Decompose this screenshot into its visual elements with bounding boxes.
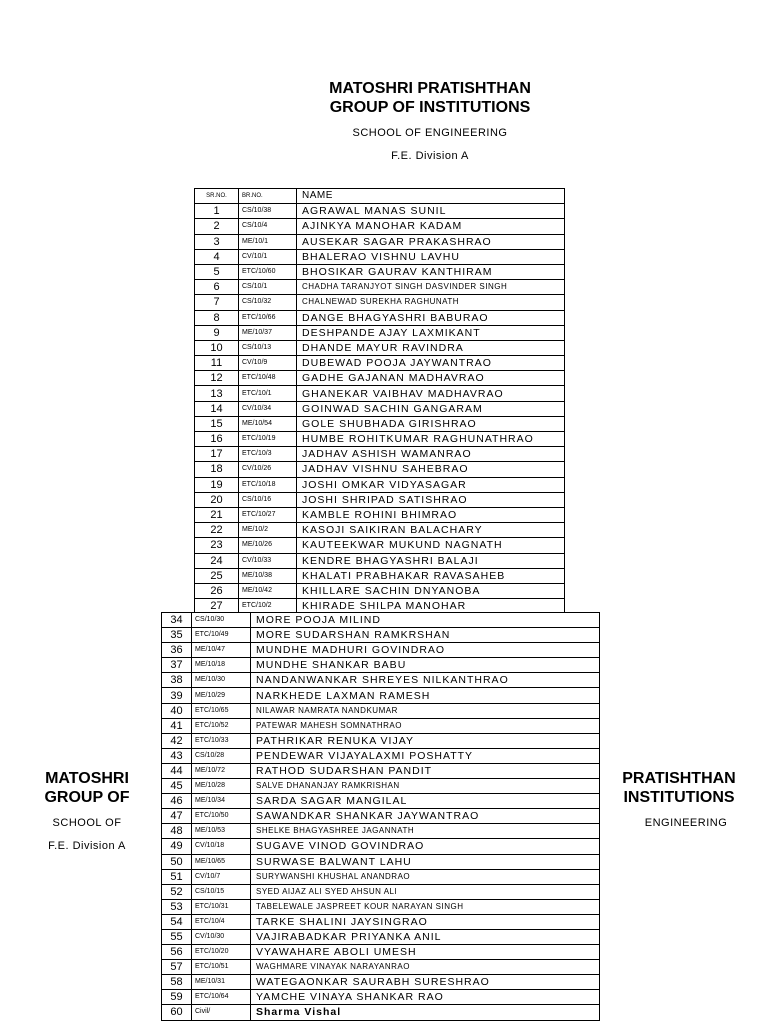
sr-no-cell: 51 [162,869,192,884]
table-row [195,416,565,431]
table-row [195,568,565,583]
sr-no-cell: 43 [162,748,192,763]
branch-no-cell: ETC/10/33 [192,733,251,748]
branch-no-cell: ETC/10/27 [239,507,297,522]
sr-no-cell: 18 [195,462,239,477]
sr-no-cell: 54 [162,914,192,929]
student-table-page2 [161,612,600,1021]
student-name-cell: GOINWAD SACHIN GANGARAM [297,401,565,416]
branch-no-cell: ETC/10/4 [192,914,251,929]
sr-no-cell: 39 [162,688,192,703]
table-row [162,899,600,914]
branch-no-cell: ME/10/47 [192,643,251,658]
branch-no-cell: CS/10/28 [192,748,251,763]
table-row [162,929,600,944]
sr-no-cell: 14 [195,401,239,416]
table-row [162,839,600,854]
branch-no-cell: CV/10/7 [192,869,251,884]
table-row [195,477,565,492]
sr-no-cell: 20 [195,492,239,507]
sr-no-cell: 57 [162,960,192,975]
branch-no-cell: CV/10/30 [192,929,251,944]
table-row [195,371,565,386]
student-name-cell: NANDANWANKAR SHREYES NILKANTHRAO [251,673,600,688]
sr-no-cell: 49 [162,839,192,854]
sr-no-cell: 5 [195,264,239,279]
sr-no-cell: 7 [195,295,239,310]
right-header-fragment-line1: PRATISHTHAN [622,770,736,787]
branch-no-cell: ME/10/65 [192,854,251,869]
left-header-fragment-line1: MATOSHRI [45,770,129,787]
table-row [195,310,565,325]
table-row [195,507,565,522]
branch-no-cell: ETC/10/31 [192,899,251,914]
table-row [162,914,600,929]
student-name-cell: VYAWAHARE ABOLI UMESH [251,945,600,960]
branch-no-cell: ME/10/31 [192,975,251,990]
table-row [162,854,600,869]
student-name-cell: DANGE BHAGYASHRI BABURAO [297,310,565,325]
student-name-cell: Sharma Vishal [251,1005,600,1020]
sr-no-cell: 26 [195,583,239,598]
table-row [162,824,600,839]
sr-no-cell: 12 [195,371,239,386]
table-row [195,386,565,401]
sr-no-cell: 25 [195,568,239,583]
student-name-cell: BHALERAO VISHNU LAVHU [297,249,565,264]
branch-no-cell: ME/10/34 [192,794,251,809]
student-name-cell: NILAWAR NAMRATA NANDKUMAR [251,703,600,718]
student-name-cell: KAUTEEKWAR MUKUND NAGNATH [297,538,565,553]
sr-no-cell: 50 [162,854,192,869]
sr-no-header: SR.NO. [195,189,239,204]
table-row [162,733,600,748]
student-name-cell: BHOSIKAR GAURAV KANTHIRAM [297,264,565,279]
student-name-cell: AJINKYA MANOHAR KADAM [297,219,565,234]
branch-no-cell: ME/10/29 [192,688,251,703]
sr-no-cell: 59 [162,990,192,1005]
left-school-fragment: SCHOOL OF [52,817,122,829]
table-row [162,748,600,763]
sr-no-cell: 38 [162,673,192,688]
student-name-cell: JOSHI SHRIPAD SATISHRAO [297,492,565,507]
student-name-cell: SUGAVE VINOD GOVINDRAO [251,839,600,854]
branch-no-cell: CV/10/18 [192,839,251,854]
table-row [162,688,600,703]
branch-no-cell: CS/10/32 [239,295,297,310]
table-row [162,945,600,960]
table-row [195,264,565,279]
student-name-cell: HUMBE ROHITKUMAR RAGHUNATHRAO [297,432,565,447]
student-name-cell: SHELKE BHAGYASHREE JAGANNATH [251,824,600,839]
branch-no-cell: ME/10/1 [239,234,297,249]
branch-no-cell: CV/10/33 [239,553,297,568]
sr-no-cell: 16 [195,432,239,447]
sr-no-cell: 19 [195,477,239,492]
student-name-cell: MORE SUDARSHAN RAMKRSHAN [251,628,600,643]
branch-no-cell: CS/10/16 [239,492,297,507]
sr-no-cell: 41 [162,718,192,733]
table-row [195,492,565,507]
sr-no-cell: 3 [195,234,239,249]
table-row [195,280,565,295]
branch-no-cell: CS/10/4 [239,219,297,234]
table-row [162,763,600,778]
table-header-row [195,189,565,204]
sr-no-cell: 58 [162,975,192,990]
student-name-cell: YAMCHE VINAYA SHANKAR RAO [251,990,600,1005]
student-name-cell: AUSEKAR SAGAR PRAKASHRAO [297,234,565,249]
table-row [162,718,600,733]
branch-no-cell: CS/10/1 [239,280,297,295]
table-row [195,249,565,264]
branch-no-cell: CV/10/9 [239,356,297,371]
student-name-cell: NARKHEDE LAXMAN RAMESH [251,688,600,703]
sr-no-cell: 37 [162,658,192,673]
name-header: NAME [297,189,565,204]
sr-no-cell: 27 [195,599,239,614]
branch-no-cell: CS/10/15 [192,884,251,899]
table-row [162,1005,600,1020]
table-row [162,673,600,688]
branch-no-cell: ETC/10/2 [239,599,297,614]
student-name-cell: DUBEWAD POOJA JAYWANTRAO [297,356,565,371]
table-row [162,658,600,673]
student-name-cell: GADHE GAJANAN MADHAVRAO [297,371,565,386]
table-row [162,809,600,824]
student-name-cell: CHADHA TARANJYOT SINGH DASVINDER SINGH [297,280,565,295]
right-school-fragment: ENGINEERING [644,817,728,829]
table-row [195,401,565,416]
student-name-cell: GOLE SHUBHADA GIRISHRAO [297,416,565,431]
sr-no-cell: 40 [162,703,192,718]
table-row [195,432,565,447]
student-name-cell: WAGHMARE VINAYAK NARAYANRAO [251,960,600,975]
table-row [162,779,600,794]
table-row [195,340,565,355]
table-row [162,703,600,718]
sr-no-cell: 24 [195,553,239,568]
student-name-cell: GHANEKAR VAIBHAV MADHAVRAO [297,386,565,401]
sr-no-cell: 17 [195,447,239,462]
sr-no-cell: 55 [162,929,192,944]
branch-no-cell: ETC/10/65 [192,703,251,718]
student-name-cell: TARKE SHALINI JAYSINGRAO [251,914,600,929]
sr-no-cell: 44 [162,763,192,778]
student-name-cell: DESHPANDE AJAY LAXMIKANT [297,325,565,340]
institution-name-line1: MATOSHRI PRATISHTHAN [329,80,531,97]
table-row [162,643,600,658]
sr-no-cell: 35 [162,628,192,643]
table-row [162,613,600,628]
branch-no-cell: ETC/10/19 [239,432,297,447]
branch-no-cell: CV/10/26 [239,462,297,477]
sr-no-cell: 34 [162,613,192,628]
sr-no-cell: 45 [162,779,192,794]
branch-no-cell: ETC/10/50 [192,809,251,824]
student-name-cell: KHIRADE SHILPA MANOHAR [297,599,565,614]
student-name-cell: SAWANDKAR SHANKAR JAYWANTRAO [251,809,600,824]
student-name-cell: SURYWANSHI KHUSHAL ANANDRAO [251,869,600,884]
student-name-cell: PATHRIKAR RENUKA VIJAY [251,733,600,748]
sr-no-cell: 47 [162,809,192,824]
student-name-cell: SYED AIJAZ ALI SYED AHSUN ALI [251,884,600,899]
branch-no-cell: CV/10/1 [239,249,297,264]
branch-no-cell: ME/10/28 [192,779,251,794]
table-row [195,538,565,553]
table-row [162,960,600,975]
sr-no-cell: 22 [195,523,239,538]
branch-no-cell: ME/10/53 [192,824,251,839]
student-name-cell: WATEGAONKAR SAURABH SURESHRAO [251,975,600,990]
branch-no-cell: ETC/10/20 [192,945,251,960]
branch-no-cell: ETC/10/18 [239,477,297,492]
branch-no-cell: ETC/10/52 [192,718,251,733]
division-label: F.E. Division A [391,150,469,162]
br-no-header: BR.NO. [239,189,297,204]
sr-no-cell: 56 [162,945,192,960]
branch-no-cell: ETC/10/51 [192,960,251,975]
student-name-cell: KAMBLE ROHINI BHIMRAO [297,507,565,522]
student-name-cell: TABELEWALE JASPREET KOUR NARAYAN SINGH [251,899,600,914]
table-row [195,325,565,340]
student-name-cell: MUNDHE SHANKAR BABU [251,658,600,673]
branch-no-cell: ETC/10/66 [239,310,297,325]
sr-no-cell: 60 [162,1005,192,1020]
sr-no-cell: 2 [195,219,239,234]
branch-no-cell: ME/10/42 [239,583,297,598]
branch-no-cell: CS/10/30 [192,613,251,628]
sr-no-cell: 42 [162,733,192,748]
student-name-cell: RATHOD SUDARSHAN PANDIT [251,763,600,778]
branch-no-cell: ME/10/37 [239,325,297,340]
student-name-cell: PENDEWAR VIJAYALAXMI POSHATTY [251,748,600,763]
student-name-cell: VAJIRABADKAR PRIYANKA ANIL [251,929,600,944]
table-row [195,523,565,538]
student-name-cell: SARDA SAGAR MANGILAL [251,794,600,809]
student-name-cell: SALVE DHANANJAY RAMKRISHAN [251,779,600,794]
table-row [195,462,565,477]
sr-no-cell: 48 [162,824,192,839]
sr-no-cell: 53 [162,899,192,914]
student-name-cell: MORE POOJA MILIND [251,613,600,628]
table-row [162,794,600,809]
student-name-cell: JADHAV VISHNU SAHEBRAO [297,462,565,477]
table-row [195,583,565,598]
table-row [195,219,565,234]
student-name-cell: CHALNEWAD SUREKHA RAGHUNATH [297,295,565,310]
branch-no-cell: ETC/10/60 [239,264,297,279]
sr-no-cell: 9 [195,325,239,340]
branch-no-cell: Civil/ [192,1005,251,1020]
sr-no-cell: 11 [195,356,239,371]
branch-no-cell: CV/10/34 [239,401,297,416]
branch-no-cell: ME/10/2 [239,523,297,538]
school-name: SCHOOL OF ENGINEERING [352,127,508,139]
student-name-cell: DHANDE MAYUR RAVINDRA [297,340,565,355]
branch-no-cell: ETC/10/49 [192,628,251,643]
table-row [162,869,600,884]
sr-no-cell: 8 [195,310,239,325]
branch-no-cell: ETC/10/1 [239,386,297,401]
branch-no-cell: ME/10/30 [192,673,251,688]
student-name-cell: AGRAWAL MANAS SUNIL [297,204,565,219]
table-row [162,628,600,643]
table-row [195,234,565,249]
branch-no-cell: ME/10/54 [239,416,297,431]
sr-no-cell: 6 [195,280,239,295]
left-header-fragment-line2: GROUP OF [44,789,130,806]
branch-no-cell: ME/10/72 [192,763,251,778]
branch-no-cell: ME/10/26 [239,538,297,553]
student-name-cell: MUNDHE MADHURI GOVINDRAO [251,643,600,658]
sr-no-cell: 10 [195,340,239,355]
branch-no-cell: ETC/10/48 [239,371,297,386]
student-name-cell: JOSHI OMKAR VIDYASAGAR [297,477,565,492]
student-name-cell: SURWASE BALWANT LAHU [251,854,600,869]
institution-name-line2: GROUP OF INSTITUTIONS [329,99,531,116]
branch-no-cell: ME/10/18 [192,658,251,673]
sr-no-cell: 36 [162,643,192,658]
sr-no-cell: 52 [162,884,192,899]
table-row [162,884,600,899]
student-name-cell: JADHAV ASHISH WAMANRAO [297,447,565,462]
student-name-cell: KASOJI SAIKIRAN BALACHARY [297,523,565,538]
sr-no-cell: 4 [195,249,239,264]
branch-no-cell: ETC/10/3 [239,447,297,462]
branch-no-cell: CS/10/38 [239,204,297,219]
table-row [195,356,565,371]
branch-no-cell: CS/10/13 [239,340,297,355]
sr-no-cell: 13 [195,386,239,401]
table-row [195,204,565,219]
branch-no-cell: ME/10/38 [239,568,297,583]
student-name-cell: KENDRE BHAGYASHRI BALAJI [297,553,565,568]
table-row [162,975,600,990]
student-name-cell: PATEWAR MAHESH SOMNATHRAO [251,718,600,733]
left-division-fragment: F.E. Division A [48,840,126,852]
sr-no-cell: 23 [195,538,239,553]
student-name-cell: KHILLARE SACHIN DNYANOBA [297,583,565,598]
sr-no-cell: 46 [162,794,192,809]
branch-no-cell: ETC/10/64 [192,990,251,1005]
student-name-cell: KHALATI PRABHAKAR RAVASAHEB [297,568,565,583]
table-row [195,447,565,462]
table-row [195,295,565,310]
sr-no-cell: 1 [195,204,239,219]
table-row [162,990,600,1005]
sr-no-cell: 21 [195,507,239,522]
right-header-fragment-line2: INSTITUTIONS [623,789,735,806]
table-row [195,553,565,568]
student-table-page1 [194,188,565,614]
sr-no-cell: 15 [195,416,239,431]
